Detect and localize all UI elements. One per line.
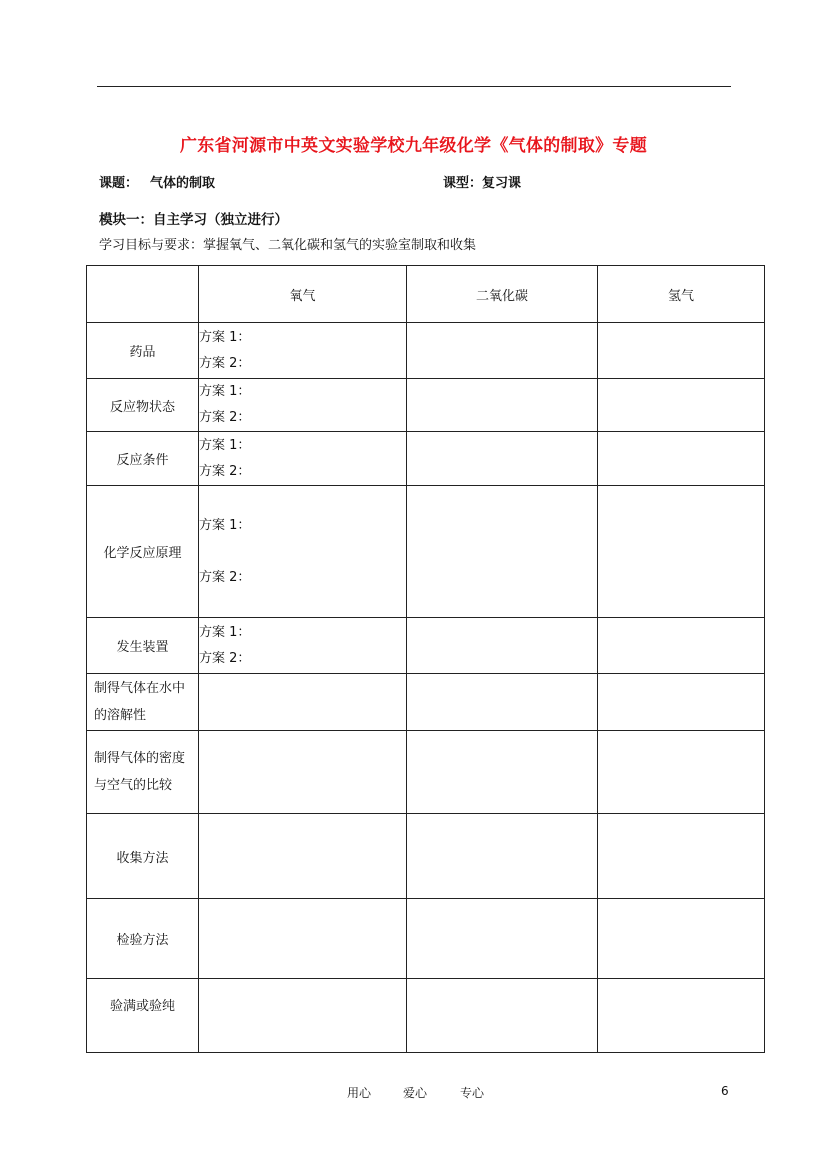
oxygen-cell[interactable] bbox=[199, 432, 407, 486]
scheme-2-label: 方案 2： bbox=[199, 410, 251, 425]
row-label-water-solubility: 制得气体在水中的溶解性 bbox=[87, 674, 199, 731]
oxygen-cell[interactable] bbox=[199, 486, 407, 618]
carbon-dioxide-cell[interactable] bbox=[407, 618, 598, 674]
hydrogen-cell[interactable] bbox=[598, 731, 765, 814]
carbon-dioxide-cell[interactable] bbox=[407, 379, 598, 432]
oxygen-cell[interactable] bbox=[199, 814, 407, 899]
row-label-generation-apparatus: 发生装置 bbox=[87, 618, 199, 674]
learning-goal: 学习目标与要求：掌握氧气、二氧化碳和氢气的实验室制取和收集 bbox=[99, 238, 477, 253]
carbon-dioxide-cell[interactable] bbox=[407, 979, 598, 1053]
carbon-dioxide-cell[interactable] bbox=[407, 486, 598, 618]
footer-text-a: 用心 bbox=[347, 1086, 372, 1100]
gas-preparation-table bbox=[86, 265, 765, 1053]
table-row bbox=[87, 979, 765, 1053]
header-corner bbox=[87, 266, 199, 323]
carbon-dioxide-cell[interactable] bbox=[407, 432, 598, 486]
table-row bbox=[87, 731, 765, 814]
scheme-2-label: 方案 2： bbox=[199, 650, 251, 666]
table-header-row bbox=[87, 266, 765, 323]
scheme-1-label: 方案 1： bbox=[199, 517, 251, 533]
table-row bbox=[87, 674, 765, 731]
topic-label: 课题： bbox=[99, 176, 139, 191]
row-label-test-method: 检验方法 bbox=[87, 899, 199, 979]
carbon-dioxide-cell[interactable] bbox=[407, 814, 598, 899]
row-label-full-or-purity-check: 验满或验纯 bbox=[87, 979, 199, 1053]
scheme-1-label: 方案 1： bbox=[199, 329, 251, 345]
carbon-dioxide-cell[interactable] bbox=[407, 323, 598, 379]
row-label-collection-method: 收集方法 bbox=[87, 814, 199, 899]
topic-value: 气体的制取 bbox=[150, 176, 216, 191]
hydrogen-cell[interactable] bbox=[598, 432, 765, 486]
row-label-reactant-state: 反应物状态 bbox=[87, 379, 199, 432]
table-row bbox=[87, 486, 765, 618]
scheme-1-label: 方案 1： bbox=[199, 624, 251, 640]
scheme-1-label: 方案 1： bbox=[199, 437, 251, 453]
hydrogen-cell[interactable] bbox=[598, 486, 765, 618]
table-row bbox=[87, 323, 765, 379]
hydrogen-cell[interactable] bbox=[598, 979, 765, 1053]
row-label-reagents: 药品 bbox=[87, 323, 199, 379]
table-row bbox=[87, 814, 765, 899]
table-row bbox=[87, 899, 765, 979]
lesson-type-value: 复习课 bbox=[482, 176, 522, 191]
topic-line bbox=[99, 172, 215, 191]
hydrogen-cell[interactable] bbox=[598, 814, 765, 899]
footer-text-b: 爱心 bbox=[403, 1086, 428, 1100]
page-number: 6 bbox=[721, 1084, 729, 1098]
scheme-2-label: 方案 2： bbox=[199, 463, 251, 479]
oxygen-cell[interactable] bbox=[199, 618, 407, 674]
oxygen-cell[interactable] bbox=[199, 379, 407, 432]
table-row bbox=[87, 432, 765, 486]
hydrogen-cell[interactable] bbox=[598, 323, 765, 379]
page-title: 广东省河源市中英文实验学校九年级化学《气体的制取》专题 bbox=[179, 136, 648, 156]
row-label-reaction-conditions: 反应条件 bbox=[87, 432, 199, 486]
table-row bbox=[87, 618, 765, 674]
hydrogen-cell[interactable] bbox=[598, 379, 765, 432]
module-heading: 模块一：自主学习（独立进行） bbox=[99, 212, 288, 228]
scheme-2-label: 方案 2： bbox=[199, 355, 251, 371]
scheme-1-label: 方案 1： bbox=[199, 384, 251, 399]
oxygen-cell[interactable] bbox=[199, 979, 407, 1053]
table-row bbox=[87, 379, 765, 432]
oxygen-cell[interactable] bbox=[199, 323, 407, 379]
carbon-dioxide-cell[interactable] bbox=[407, 731, 598, 814]
carbon-dioxide-cell[interactable] bbox=[407, 899, 598, 979]
header-oxygen: 氧气 bbox=[199, 266, 407, 323]
oxygen-cell[interactable] bbox=[199, 674, 407, 731]
lesson-type-label: 课型： bbox=[443, 176, 483, 191]
carbon-dioxide-cell[interactable] bbox=[407, 674, 598, 731]
row-label-density-vs-air: 制得气体的密度与空气的比较 bbox=[87, 731, 199, 814]
row-label-reaction-principle: 化学反应原理 bbox=[87, 486, 199, 618]
hydrogen-cell[interactable] bbox=[598, 618, 765, 674]
header-hydrogen: 氢气 bbox=[598, 266, 765, 323]
oxygen-cell[interactable] bbox=[199, 731, 407, 814]
hydrogen-cell[interactable] bbox=[598, 899, 765, 979]
footer-text-c: 专心 bbox=[460, 1086, 485, 1100]
header-rule bbox=[97, 86, 731, 87]
scheme-2-label: 方案 2： bbox=[199, 569, 251, 585]
oxygen-cell[interactable] bbox=[199, 899, 407, 979]
hydrogen-cell[interactable] bbox=[598, 674, 765, 731]
header-carbon-dioxide: 二氧化碳 bbox=[407, 266, 598, 323]
lesson-type-line bbox=[443, 172, 521, 191]
